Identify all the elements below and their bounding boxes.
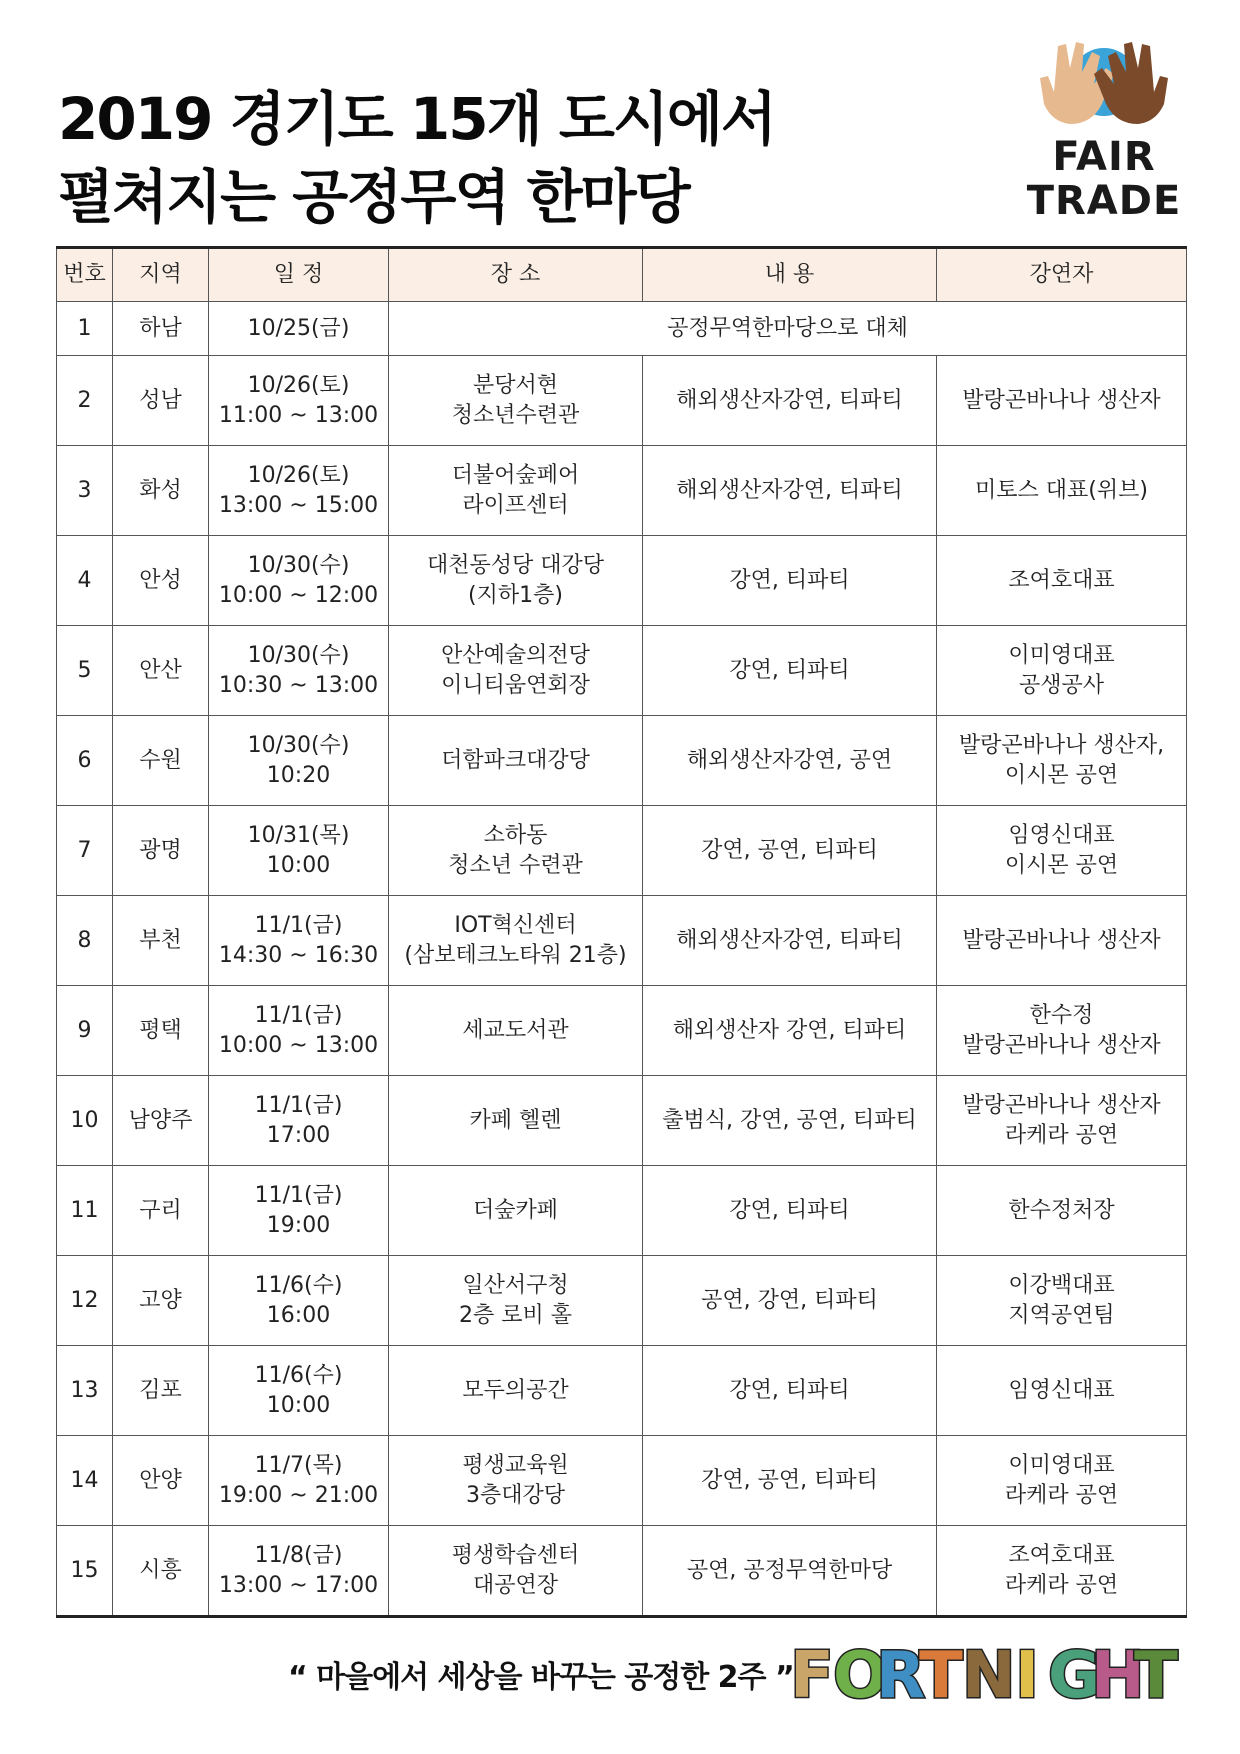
row-region: 안성 bbox=[113, 536, 209, 626]
row-content-line: 해외생산자강연, 공연 bbox=[686, 747, 893, 773]
row-speaker-line: 발랑곤바나나 생산자, bbox=[958, 732, 1165, 758]
row-speaker-line: 임영신대표 bbox=[1008, 822, 1115, 848]
row-number: 2 bbox=[57, 356, 113, 446]
row-content bbox=[643, 536, 937, 626]
fortnight-letter: T bbox=[919, 1639, 963, 1713]
row-content bbox=[643, 806, 937, 896]
row-speaker bbox=[937, 1256, 1187, 1346]
row-place-line: 더함파크대강당 bbox=[441, 747, 590, 773]
row-date-line: 11/6(수) bbox=[254, 1362, 343, 1388]
row-number: 12 bbox=[57, 1256, 113, 1346]
row-date-line: 10:20 bbox=[266, 762, 331, 788]
row-number: 11 bbox=[57, 1166, 113, 1256]
fortnight-letter: N bbox=[962, 1639, 1016, 1713]
row-number: 14 bbox=[57, 1436, 113, 1526]
table-header-row bbox=[57, 248, 1187, 302]
row-speaker-line: 지역공연팀 bbox=[1008, 1302, 1115, 1328]
table-row bbox=[57, 536, 1187, 626]
row-region: 화성 bbox=[113, 446, 209, 536]
row-content-line: 출범식, 강연, 공연, 티파티 bbox=[662, 1107, 917, 1133]
row-number: 9 bbox=[57, 986, 113, 1076]
row-speaker-line: 이미영대표 bbox=[1008, 1452, 1115, 1478]
row-place-line: IOT혁신센터 bbox=[454, 912, 577, 938]
row-date bbox=[209, 986, 389, 1076]
row-place-line: 라이프센터 bbox=[462, 492, 569, 518]
row-speaker-line: 조여호대표 bbox=[1008, 567, 1115, 593]
table-row bbox=[57, 716, 1187, 806]
table-row bbox=[57, 356, 1187, 446]
row-place-line: 안산예술의전당 bbox=[441, 642, 590, 668]
row-speaker bbox=[937, 1526, 1187, 1617]
row-speaker bbox=[937, 986, 1187, 1076]
row-date bbox=[209, 356, 389, 446]
table-row bbox=[57, 1346, 1187, 1436]
fortnight-letter: O bbox=[833, 1639, 888, 1713]
row-place-line: 소하동 bbox=[483, 822, 548, 848]
row-speaker-line: 미토스 대표(위브) bbox=[975, 477, 1148, 503]
row-speaker bbox=[937, 716, 1187, 806]
row-date-line: 16:00 bbox=[266, 1302, 331, 1328]
row-content-line: 해외생산자강연, 티파티 bbox=[676, 387, 903, 413]
row-speaker bbox=[937, 536, 1187, 626]
row-content bbox=[643, 716, 937, 806]
row-content bbox=[643, 986, 937, 1076]
row-date-line: 11/7(목) bbox=[254, 1452, 343, 1478]
row-place-line: 카페 헬렌 bbox=[469, 1107, 562, 1133]
fortnight-letter: F bbox=[790, 1639, 834, 1713]
row-place bbox=[389, 1346, 643, 1436]
row-speaker bbox=[937, 1166, 1187, 1256]
row-date bbox=[209, 446, 389, 536]
row-speaker-line: 라케라 공연 bbox=[1004, 1572, 1119, 1598]
row-content bbox=[643, 1526, 937, 1617]
row-place bbox=[389, 1526, 643, 1617]
row-date-line: 13:00 ~ 15:00 bbox=[218, 492, 379, 518]
row-date-line: 11/1(금) bbox=[254, 1182, 343, 1208]
row-content bbox=[643, 1166, 937, 1256]
table-body bbox=[57, 302, 1187, 1617]
fortnight-letter: I bbox=[1015, 1639, 1039, 1713]
hands-globe-icon bbox=[1018, 38, 1190, 138]
row-place-line: 이니티움연회장 bbox=[441, 672, 590, 698]
row-content-line: 강연, 공연, 티파티 bbox=[701, 1467, 878, 1493]
row-date bbox=[209, 1346, 389, 1436]
header-content: 내 용 bbox=[643, 248, 937, 302]
table-row bbox=[57, 626, 1187, 716]
row-place bbox=[389, 626, 643, 716]
row-date-line: 11/1(금) bbox=[254, 1092, 343, 1118]
row-content bbox=[643, 1256, 937, 1346]
row-place bbox=[389, 1076, 643, 1166]
row-content bbox=[643, 896, 937, 986]
row-date-line: 10:00 ~ 13:00 bbox=[218, 1032, 379, 1058]
row-speaker-line: 이강백대표 bbox=[1008, 1272, 1115, 1298]
row-speaker bbox=[937, 356, 1187, 446]
row-speaker-line: 발랑곤바나나 생산자 bbox=[962, 387, 1161, 413]
row-region: 부천 bbox=[113, 896, 209, 986]
row-place-line: 일산서구청 bbox=[462, 1272, 569, 1298]
row-place-line: 모두의공간 bbox=[462, 1377, 569, 1403]
title-line-2: 펼쳐지는 공정무역 한마당 bbox=[58, 163, 689, 231]
row-date-line: 10/30(수) bbox=[247, 642, 350, 668]
row-speaker-line: 발랑곤바나나 생산자 bbox=[962, 1092, 1161, 1118]
row-date-line: 11:00 ~ 13:00 bbox=[218, 402, 379, 428]
row-content-line: 해외생산자 강연, 티파티 bbox=[672, 1017, 907, 1043]
row-speaker bbox=[937, 626, 1187, 716]
row-place bbox=[389, 446, 643, 536]
row-date bbox=[209, 1256, 389, 1346]
row-place bbox=[389, 302, 1187, 356]
row-number: 7 bbox=[57, 806, 113, 896]
row-content-line: 강연, 티파티 bbox=[729, 1197, 850, 1223]
row-place-line: 청소년수련관 bbox=[451, 402, 580, 428]
row-place-line: 청소년 수련관 bbox=[448, 852, 583, 878]
row-date-line: 11/1(금) bbox=[254, 1002, 343, 1028]
row-date bbox=[209, 716, 389, 806]
row-content-line: 해외생산자강연, 티파티 bbox=[676, 477, 903, 503]
row-speaker bbox=[937, 1436, 1187, 1526]
row-place bbox=[389, 896, 643, 986]
table-row bbox=[57, 1076, 1187, 1166]
row-speaker-line: 라케라 공연 bbox=[1004, 1482, 1119, 1508]
row-date bbox=[209, 626, 389, 716]
row-speaker-line: 이시몬 공연 bbox=[1004, 852, 1119, 878]
row-date-line: 11/8(금) bbox=[254, 1542, 343, 1568]
row-number: 10 bbox=[57, 1076, 113, 1166]
footer-quote: “ 마을에서 세상을 바꾸는 공정한 2주 ” bbox=[288, 1660, 794, 1695]
row-speaker-line: 발랑곤바나나 생산자 bbox=[962, 927, 1161, 953]
row-speaker-line: 이미영대표 bbox=[1008, 642, 1115, 668]
row-region: 고양 bbox=[113, 1256, 209, 1346]
row-content bbox=[643, 446, 937, 536]
row-region: 김포 bbox=[113, 1346, 209, 1436]
row-region: 광명 bbox=[113, 806, 209, 896]
row-date bbox=[209, 1076, 389, 1166]
row-speaker bbox=[937, 806, 1187, 896]
row-speaker-line: 라케라 공연 bbox=[1004, 1122, 1119, 1148]
row-place-line: 더숲카페 bbox=[472, 1197, 558, 1223]
fortnight-letter: H bbox=[1091, 1639, 1145, 1713]
row-region: 남양주 bbox=[113, 1076, 209, 1166]
row-speaker-line: 한수정 bbox=[1029, 1002, 1094, 1028]
title-line-1: 2019 경기도 15개 도시에서 bbox=[58, 85, 775, 153]
table-row bbox=[57, 1436, 1187, 1526]
row-date-line: 10:30 ~ 13:00 bbox=[218, 672, 379, 698]
row-date-line: 10:00 ~ 12:00 bbox=[218, 582, 379, 608]
row-number: 4 bbox=[57, 536, 113, 626]
row-date-line: 10/26(토) bbox=[247, 372, 350, 398]
row-date bbox=[209, 1166, 389, 1256]
row-region: 안산 bbox=[113, 626, 209, 716]
page-title bbox=[58, 80, 775, 236]
table-row bbox=[57, 446, 1187, 536]
row-place-line: 더불어숲페어 bbox=[451, 462, 580, 488]
header-number: 번호 bbox=[57, 248, 113, 302]
row-place bbox=[389, 1436, 643, 1526]
row-number: 5 bbox=[57, 626, 113, 716]
row-date-line: 10/26(토) bbox=[247, 462, 350, 488]
logo-fair-text: FAIR bbox=[1052, 134, 1156, 180]
row-date-line: 13:00 ~ 17:00 bbox=[218, 1572, 379, 1598]
table-row bbox=[57, 1166, 1187, 1256]
row-region: 하남 bbox=[113, 302, 209, 356]
row-place bbox=[389, 356, 643, 446]
row-place-line: 대천동성당 대강당 bbox=[426, 552, 604, 578]
header-region: 지역 bbox=[113, 248, 209, 302]
row-date bbox=[209, 896, 389, 986]
fortnight-letter: R bbox=[876, 1639, 926, 1713]
row-date-line: 17:00 bbox=[266, 1122, 331, 1148]
row-content bbox=[643, 356, 937, 446]
row-speaker-line: 임영신대표 bbox=[1008, 1377, 1115, 1403]
row-content bbox=[643, 1346, 937, 1436]
table-row bbox=[57, 896, 1187, 986]
row-place bbox=[389, 1166, 643, 1256]
fair-trade-logo bbox=[1018, 38, 1190, 222]
row-content bbox=[643, 1076, 937, 1166]
row-number: 3 bbox=[57, 446, 113, 536]
row-region: 평택 bbox=[113, 986, 209, 1076]
row-number: 15 bbox=[57, 1526, 113, 1617]
row-place-line: 세교도서관 bbox=[462, 1017, 569, 1043]
row-date-line: 11/1(금) bbox=[254, 912, 343, 938]
row-date-line: 19:00 ~ 21:00 bbox=[218, 1482, 379, 1508]
row-date bbox=[209, 536, 389, 626]
row-number: 8 bbox=[57, 896, 113, 986]
row-date-line: 10/31(목) bbox=[247, 822, 350, 848]
row-place-line: 평생교육원 bbox=[462, 1452, 569, 1478]
row-speaker-line: 공생공사 bbox=[1018, 672, 1104, 698]
row-region: 안양 bbox=[113, 1436, 209, 1526]
row-number: 13 bbox=[57, 1346, 113, 1436]
row-place-line: 분당서현 bbox=[472, 372, 558, 398]
row-content-line: 강연, 티파티 bbox=[729, 567, 850, 593]
table-row bbox=[57, 1526, 1187, 1617]
row-speaker bbox=[937, 896, 1187, 986]
table-row bbox=[57, 1256, 1187, 1346]
header-date: 일 정 bbox=[209, 248, 389, 302]
row-speaker-line: 이시몬 공연 bbox=[1004, 762, 1119, 788]
row-region: 수원 bbox=[113, 716, 209, 806]
row-date bbox=[209, 302, 389, 356]
row-content-line: 공연, 강연, 티파티 bbox=[701, 1287, 878, 1313]
row-number: 1 bbox=[57, 302, 113, 356]
row-content-line: 강연, 공연, 티파티 bbox=[701, 837, 878, 863]
row-date-line: 10/30(수) bbox=[247, 732, 350, 758]
row-place-line: 공정무역한마당으로 대체 bbox=[667, 315, 908, 341]
row-place bbox=[389, 1256, 643, 1346]
fortnight-letter: G bbox=[1048, 1639, 1101, 1713]
row-region: 성남 bbox=[113, 356, 209, 446]
row-place bbox=[389, 806, 643, 896]
row-speaker bbox=[937, 1076, 1187, 1166]
header-place: 장 소 bbox=[389, 248, 643, 302]
row-date-line: 10:00 bbox=[266, 1392, 331, 1418]
row-date bbox=[209, 806, 389, 896]
row-date bbox=[209, 1526, 389, 1617]
row-date-line: 10/30(수) bbox=[247, 552, 350, 578]
table-row bbox=[57, 806, 1187, 896]
row-content-line: 공연, 공정무역한마당 bbox=[686, 1557, 893, 1583]
row-speaker bbox=[937, 446, 1187, 536]
row-place bbox=[389, 536, 643, 626]
fortnight-letter: T bbox=[1134, 1639, 1178, 1713]
row-content bbox=[643, 1436, 937, 1526]
row-date-line: 10/25(금) bbox=[247, 315, 350, 341]
fortnight-wordmark bbox=[790, 1640, 1182, 1712]
row-content-line: 강연, 티파티 bbox=[729, 1377, 850, 1403]
row-place bbox=[389, 716, 643, 806]
row-place-line: 2층 로비 홀 bbox=[459, 1302, 572, 1328]
row-region: 구리 bbox=[113, 1166, 209, 1256]
row-place-line: 평생학습센터 bbox=[451, 1542, 580, 1568]
row-content bbox=[643, 626, 937, 716]
row-content-line: 강연, 티파티 bbox=[729, 657, 850, 683]
row-date-line: 11/6(수) bbox=[254, 1272, 343, 1298]
row-date-line: 19:00 bbox=[266, 1212, 331, 1238]
row-date-line: 14:30 ~ 16:30 bbox=[218, 942, 379, 968]
table-row bbox=[57, 302, 1187, 356]
table-row bbox=[57, 986, 1187, 1076]
row-date-line: 10:00 bbox=[266, 852, 331, 878]
row-number: 6 bbox=[57, 716, 113, 806]
row-place-line: (삼보테크노타워 21층) bbox=[404, 942, 627, 968]
row-place-line: 대공연장 bbox=[472, 1572, 558, 1598]
row-place-line: 3층대강당 bbox=[465, 1482, 565, 1508]
row-speaker-line: 조여호대표 bbox=[1008, 1542, 1115, 1568]
row-content-line: 해외생산자강연, 티파티 bbox=[676, 927, 903, 953]
row-place bbox=[389, 986, 643, 1076]
row-speaker bbox=[937, 1346, 1187, 1436]
row-speaker-line: 발랑곤바나나 생산자 bbox=[962, 1032, 1161, 1058]
row-region: 시흥 bbox=[113, 1526, 209, 1617]
logo-trade-text: TRADE bbox=[1026, 178, 1182, 224]
row-place-line: (지하1층) bbox=[468, 582, 563, 608]
row-speaker-line: 한수정처장 bbox=[1008, 1197, 1115, 1223]
header-speaker: 강연자 bbox=[937, 248, 1187, 302]
row-date bbox=[209, 1436, 389, 1526]
event-schedule-table bbox=[56, 246, 1187, 1618]
